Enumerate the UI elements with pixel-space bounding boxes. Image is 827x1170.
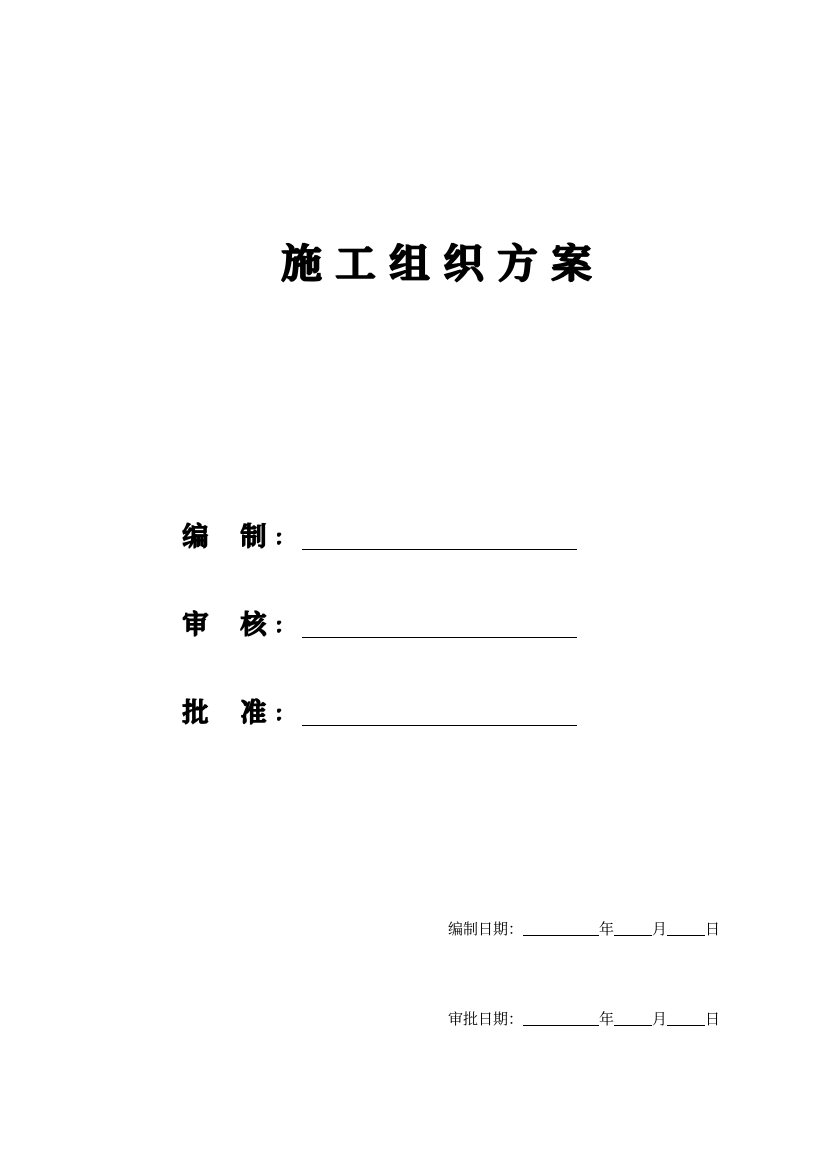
signature-label-char: 核 bbox=[240, 610, 267, 640]
signature-label-colon: ： bbox=[274, 613, 294, 637]
signature-label-char: 审 bbox=[182, 610, 209, 640]
signature-line-compile bbox=[302, 549, 577, 550]
month-blank bbox=[614, 1025, 652, 1026]
signature-label-char: 制 bbox=[240, 522, 267, 552]
year-unit: 年 bbox=[599, 921, 615, 938]
day-blank bbox=[667, 935, 705, 936]
signature-row-review bbox=[182, 610, 577, 640]
signature-label-char: 编 bbox=[182, 522, 209, 552]
compile-date-label: 编制日期： bbox=[448, 921, 524, 938]
signature-line-review bbox=[302, 637, 577, 638]
month-unit: 月 bbox=[652, 921, 668, 938]
compile-date-row bbox=[448, 916, 720, 940]
year-blank bbox=[523, 935, 599, 936]
day-unit: 日 bbox=[705, 1011, 721, 1028]
month-unit: 月 bbox=[652, 1011, 668, 1028]
signature-label-approve bbox=[182, 698, 302, 728]
month-blank bbox=[614, 935, 652, 936]
signature-row-approve bbox=[182, 698, 577, 728]
approve-date-row bbox=[448, 1006, 720, 1030]
document-title: 施工组织方案 bbox=[281, 240, 606, 287]
signature-label-colon: ： bbox=[274, 701, 294, 725]
signature-label-char: 批 bbox=[182, 698, 209, 728]
day-unit: 日 bbox=[705, 921, 721, 938]
signature-label-review bbox=[182, 610, 302, 640]
year-blank bbox=[523, 1025, 599, 1026]
approve-date-label: 审批日期： bbox=[448, 1011, 524, 1028]
signature-line-approve bbox=[302, 725, 577, 726]
signature-label-colon: ： bbox=[274, 525, 294, 549]
signature-label-compile bbox=[182, 522, 302, 552]
signature-row-compile bbox=[182, 522, 577, 552]
year-unit: 年 bbox=[599, 1011, 615, 1028]
day-blank bbox=[667, 1025, 705, 1026]
signature-label-char: 准 bbox=[240, 698, 267, 728]
